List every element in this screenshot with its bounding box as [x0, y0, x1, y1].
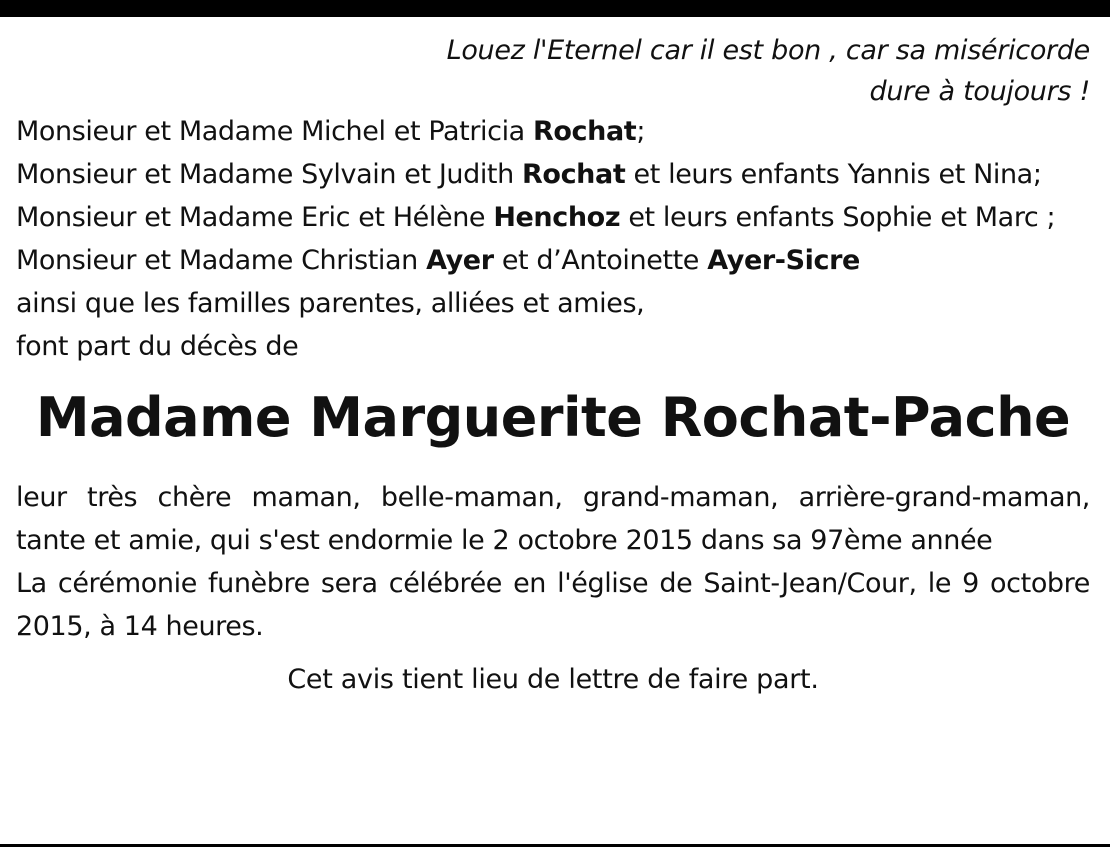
- family-entry-text: Monsieur et Madame Sylvain et Judith: [16, 159, 523, 190]
- notice-details: [16, 476, 1090, 648]
- family-entry-text: ;: [636, 116, 646, 147]
- relatives-line: ainsi que les familles parentes, alliées et amies,: [16, 288, 645, 319]
- family-entry-text: et leurs enfants Yannis et Nina;: [625, 159, 1042, 190]
- family-surname: Ayer: [426, 245, 494, 276]
- family-entry-text: Monsieur et Madame Christian: [16, 245, 427, 276]
- family-entry-text: et leurs enfants Sophie et Marc ;: [620, 202, 1056, 233]
- description-paragraph: leur très chère maman, belle-maman, grand-maman, arrière-grand-maman, tante et amie, qui s'est endormie le 2 octobre 2015 dans sa 97ème année: [16, 482, 1090, 556]
- closing-line: Cet avis tient lieu de lettre de faire part.: [287, 664, 819, 695]
- family-surname: Rochat: [533, 116, 637, 147]
- verse-line-2: dure à toujours !: [869, 76, 1090, 107]
- family-entry-text: et d’Antoinette: [493, 245, 708, 276]
- family-entry-4: [16, 239, 1090, 282]
- family-entry-text: Monsieur et Madame Eric et Hélène: [16, 202, 494, 233]
- family-surname: Henchoz: [493, 202, 621, 233]
- scripture-verse: [16, 30, 1090, 112]
- family-surname: Ayer-Sicre: [707, 245, 860, 276]
- family-entry-3: [16, 196, 1090, 239]
- deceased-name: Madame Marguerite Rochat-Pache: [35, 386, 1071, 449]
- family-entry-2: [16, 153, 1090, 196]
- announce-line: font part du décès de: [16, 331, 299, 362]
- family-entry-1: [16, 110, 1090, 153]
- family-entry-text: Monsieur et Madame Michel et Patricia: [16, 116, 534, 147]
- family-list: [16, 110, 1090, 368]
- verse-line-1: Louez l'Eternel car il est bon , car sa miséricorde: [446, 35, 1090, 66]
- family-surname: Rochat: [522, 159, 626, 190]
- obituary-notice: [16, 30, 1090, 701]
- ceremony-paragraph: La cérémonie funèbre sera célébrée en l'église de Saint-Jean/Cour, le 9 octobre 2015, à 14 heures.: [16, 568, 1090, 642]
- bottom-border-rule: [0, 844, 1110, 847]
- top-border-bar: [0, 0, 1110, 17]
